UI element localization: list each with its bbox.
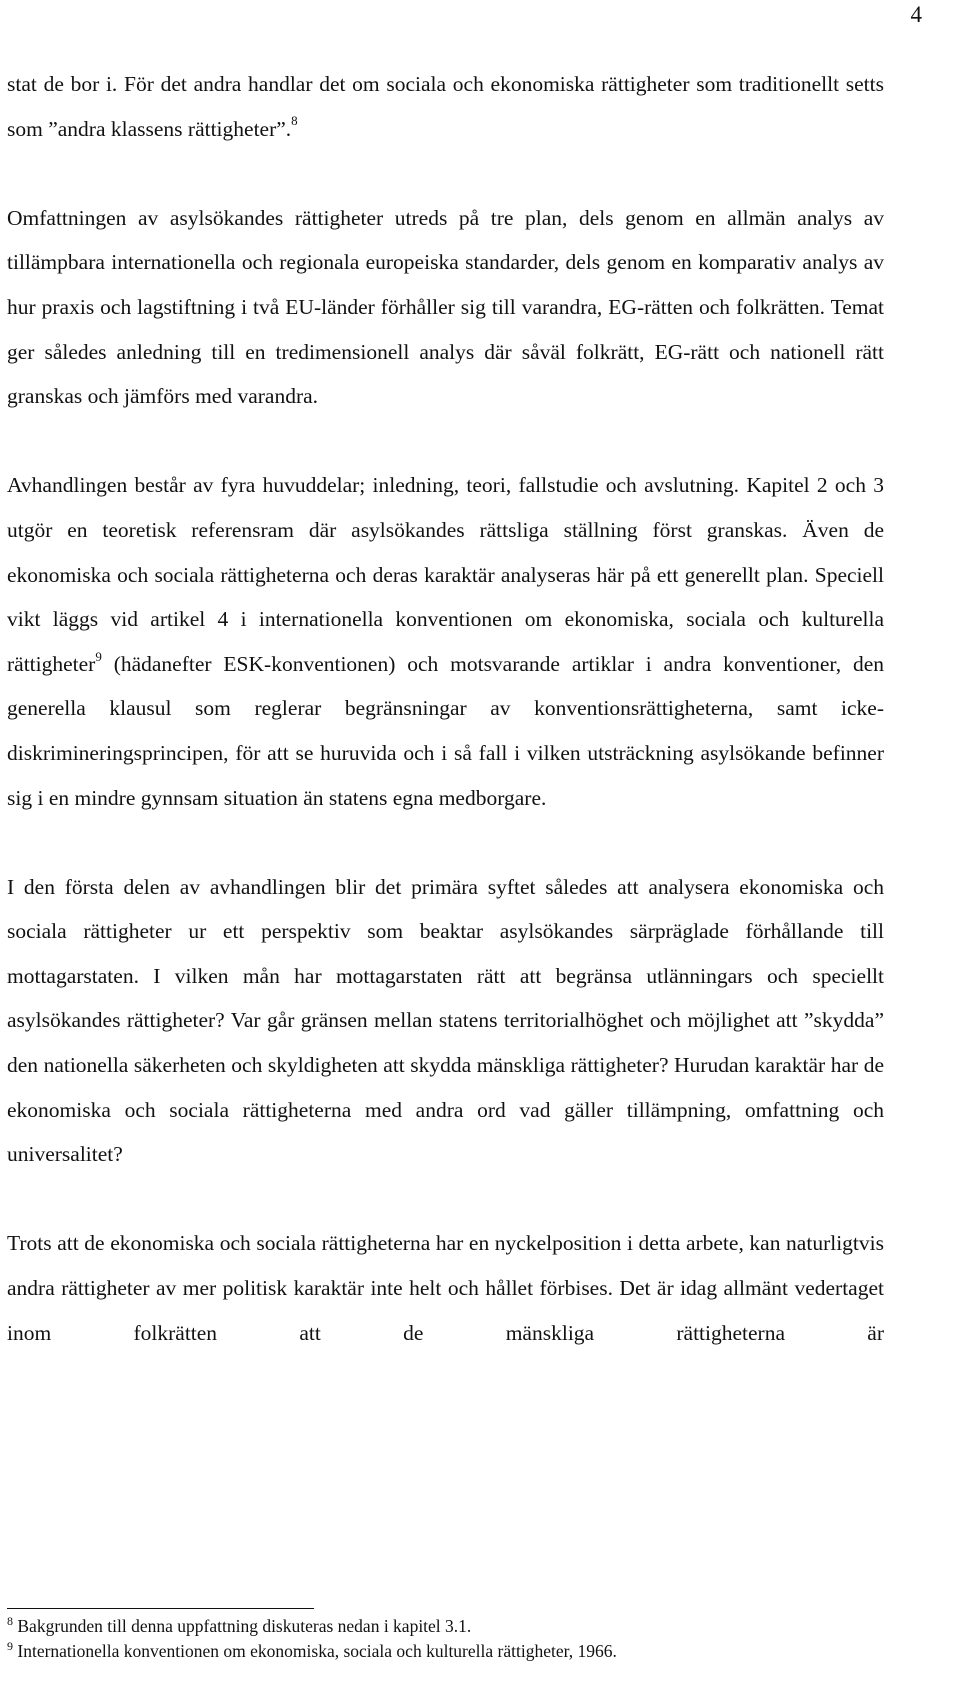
paragraph-1 bbox=[7, 62, 884, 151]
footnote-ref-8[interactable]: 8 bbox=[291, 113, 298, 129]
footnote-text: Bakgrunden till denna uppfattning diskuteras nedan i kapitel 3.1. bbox=[13, 1616, 472, 1636]
footnote-text: Internationella konventionen om ekonomiska, sociala och kulturella rättigheter, 1966. bbox=[13, 1641, 617, 1661]
footnote-divider bbox=[7, 1608, 314, 1609]
body-text bbox=[7, 62, 884, 1355]
paragraph-2 bbox=[7, 196, 884, 419]
page-number: 4 bbox=[910, 2, 922, 27]
footnote-number: 8 bbox=[7, 1614, 13, 1629]
paragraph-text: I den första delen av avhandlingen blir det primära syftet således att analysera ekonomiska och sociala rättigheter ur ett perspektiv som beaktar asylsökandes särpräglade förhållande till mottagarstaten. I vilken mån har mottagarstaten rätt att begränsa utlänningars och speciellt asylsökandes rättigheter? Var går gränsen mellan statens territorialhöghet och möjlighet att ”skydda” den nationella säkerheten och skyldigheten att skydda mänskliga rättigheter? Hurudan karaktär har de ekonomiska och sociala rättigheterna med andra ord vad gäller tillämpning, omfattning och universalitet? bbox=[7, 874, 884, 1167]
paragraph-text: Omfattningen av asylsökandes rättigheter utreds på tre plan, dels genom en allmän analys av tillämpbara internationella och regionala europeiska standarder, dels genom en komparativ analys av hur praxis och lagstiftning i två EU-länder förhåller sig till varandra, EG-rätten och folkrätten. Temat ger således anledning till en tredimensionell analys där såväl folkrätt, EG-rätt och nationell rätt granskas och jämförs med varandra. bbox=[7, 205, 884, 409]
paragraph-3 bbox=[7, 463, 884, 820]
footnote-8 bbox=[7, 1614, 907, 1639]
footnote-ref-9[interactable]: 9 bbox=[95, 648, 102, 664]
paragraph-text: Trots att de ekonomiska och sociala rättigheterna har en nyckelposition i detta arbete, kan naturligtvis andra rättigheter av mer politisk karaktär inte helt och hållet förbises. Det är idag allmänt vedertaget inom folkrätten att de mänskliga rättigheterna är bbox=[7, 1231, 884, 1345]
paragraph-5 bbox=[7, 1221, 884, 1355]
paragraph-text: (hädanefter ESK-konventionen) och motsvarande artiklar i andra konventioner, den generella klausul som reglerar begränsningar av konventionsrättigheterna, samt icke-diskrimineringsprincipen, för att se huruvida och i så fall i vilken utsträckning asylsökande befinner sig i en mindre gynnsam situation än statens egna medborgare. bbox=[7, 651, 884, 810]
footnotes bbox=[7, 1614, 907, 1664]
footnote-number: 9 bbox=[7, 1639, 13, 1654]
paragraph-text: stat de bor i. För det andra handlar det om sociala och ekonomiska rättigheter som traditionellt setts som ”andra klassens rättigheter”. bbox=[7, 72, 884, 141]
footnote-9 bbox=[7, 1639, 907, 1664]
paragraph-4 bbox=[7, 865, 884, 1177]
paragraph-text: Avhandlingen består av fyra huvuddelar; inledning, teori, fallstudie och avslutning. Kapitel 2 och 3 utgör en teoretisk referensram där asylsökandes rättsliga ställning först granskas. Även de ekonomiska och sociala rättigheterna och deras karaktär analyseras här på ett generellt plan. Speciell vikt läggs vid artikel 4 i internationella konventionen om ekonomiska, sociala och kulturella rättigheter bbox=[7, 473, 884, 676]
